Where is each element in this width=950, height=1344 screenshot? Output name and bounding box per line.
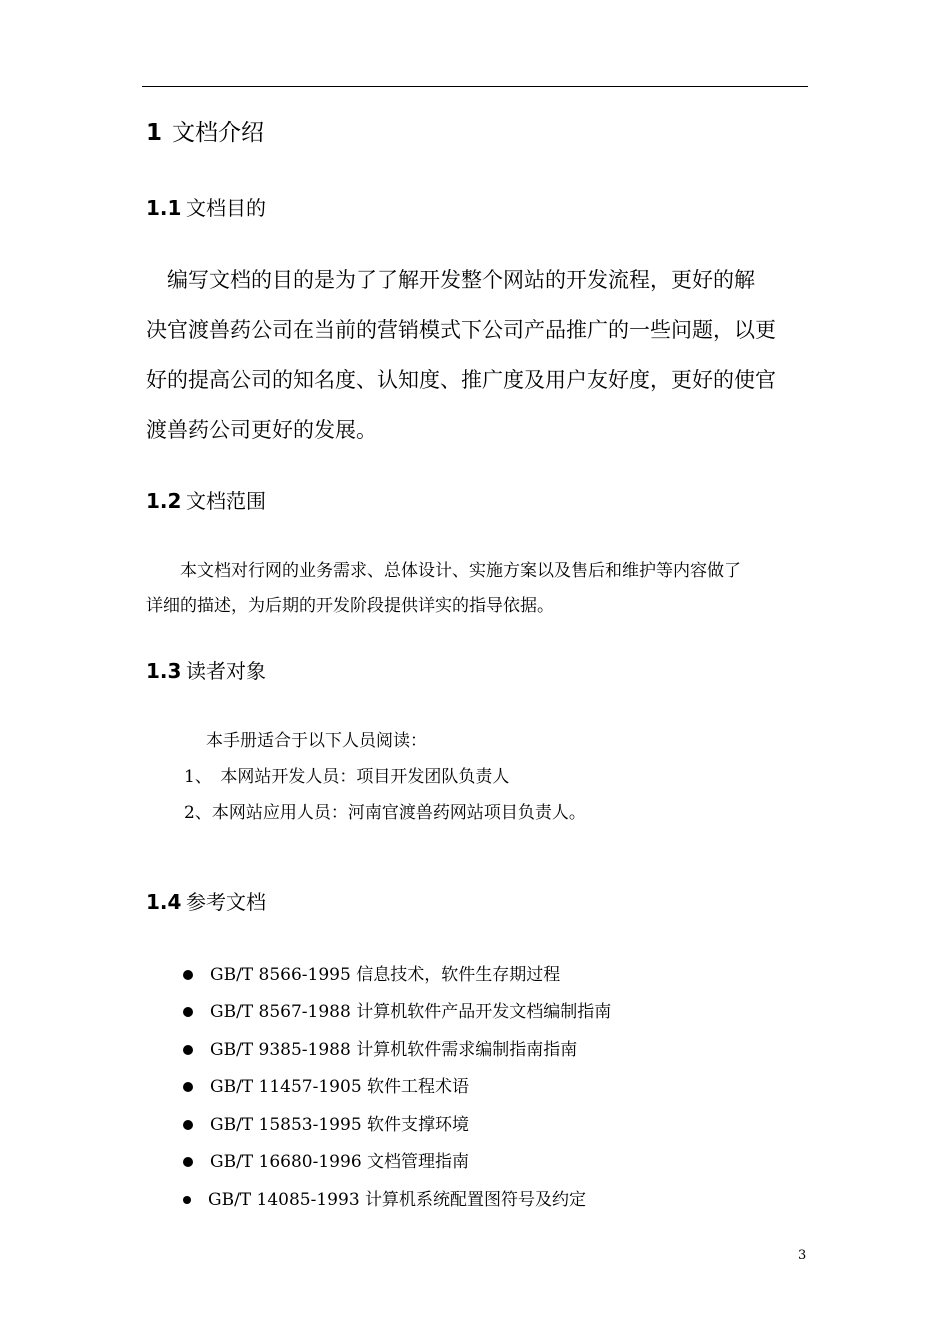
scope-paragraph — [146, 556, 810, 626]
readers-list — [146, 726, 586, 834]
list-item — [180, 1181, 611, 1219]
list-item — [180, 1144, 611, 1182]
page-number: 3 — [798, 1248, 807, 1263]
bullet-icon — [183, 1007, 193, 1017]
subsection-heading-purpose — [146, 193, 266, 223]
reference-text: GB/T 14085-1993 计算机系统配置图符号及约定 — [208, 1189, 587, 1210]
reference-text: GB/T 8566-1995 信息技术，软件生存期过程 — [210, 964, 561, 985]
paragraph-line: 编写文档的目的是为了了解开发整个网站的开发流程，更好的解 — [146, 268, 755, 292]
bullet-icon — [183, 970, 193, 980]
purpose-paragraph — [146, 262, 810, 462]
list-item — [180, 1106, 611, 1144]
reference-text: GB/T 11457-1905 软件工程术语 — [210, 1077, 470, 1098]
bullet-icon — [183, 1045, 193, 1055]
readers-item: 2、本网站应用人员：河南官渡兽药网站项目负责人。 — [184, 803, 586, 823]
subsection-title: 读者对象 — [186, 659, 266, 683]
section-number: 1 — [146, 120, 163, 146]
section-heading — [146, 116, 264, 150]
readers-intro: 本手册适合于以下人员阅读： — [206, 731, 427, 751]
subsection-number: 1.1 — [146, 196, 182, 220]
reference-text: GB/T 15853-1995 软件支撑环境 — [210, 1114, 470, 1135]
paragraph-line: 决官渡兽药公司在当前的营销模式下公司产品推广的一些问题，以更 — [146, 318, 776, 342]
list-item — [180, 994, 611, 1032]
section-title: 文档介绍 — [172, 120, 265, 146]
subsection-number: 1.3 — [146, 659, 182, 683]
reference-text: GB/T 16680-1996 文档管理指南 — [210, 1152, 470, 1173]
readers-item: 1、 本网站开发人员：项目开发团队负责人 — [184, 767, 510, 787]
subsection-heading-readers — [146, 656, 266, 686]
paragraph-line: 本文档对行网的业务需求、总体设计、实施方案以及售后和维护等内容做了 — [146, 561, 741, 581]
reference-text: GB/T 8567-1988 计算机软件产品开发文档编制指南 — [210, 1002, 612, 1023]
subsection-number: 1.4 — [146, 890, 182, 914]
list-item — [180, 1031, 611, 1069]
bullet-icon — [183, 1082, 193, 1092]
bullet-icon — [183, 1120, 193, 1130]
bullet-icon — [183, 1157, 193, 1167]
list-item — [180, 956, 611, 994]
paragraph-line: 好的提高公司的知名度、认知度、推广度及用户友好度，更好的使官 — [146, 368, 776, 392]
subsection-heading-references — [146, 887, 266, 917]
subsection-heading-scope — [146, 486, 266, 516]
subsection-title: 文档范围 — [186, 489, 266, 513]
subsection-title: 参考文档 — [186, 890, 266, 914]
references-list — [180, 956, 611, 1219]
paragraph-line: 渡兽药公司更好的发展。 — [146, 418, 377, 442]
bullet-icon — [183, 1196, 191, 1204]
header-rule — [142, 86, 808, 87]
paragraph-line: 详细的描述，为后期的开发阶段提供详实的指导依据。 — [146, 596, 554, 616]
list-item — [180, 1069, 611, 1107]
reference-text: GB/T 9385-1988 计算机软件需求编制指南指南 — [210, 1039, 578, 1060]
subsection-title: 文档目的 — [186, 196, 266, 220]
subsection-number: 1.2 — [146, 489, 182, 513]
